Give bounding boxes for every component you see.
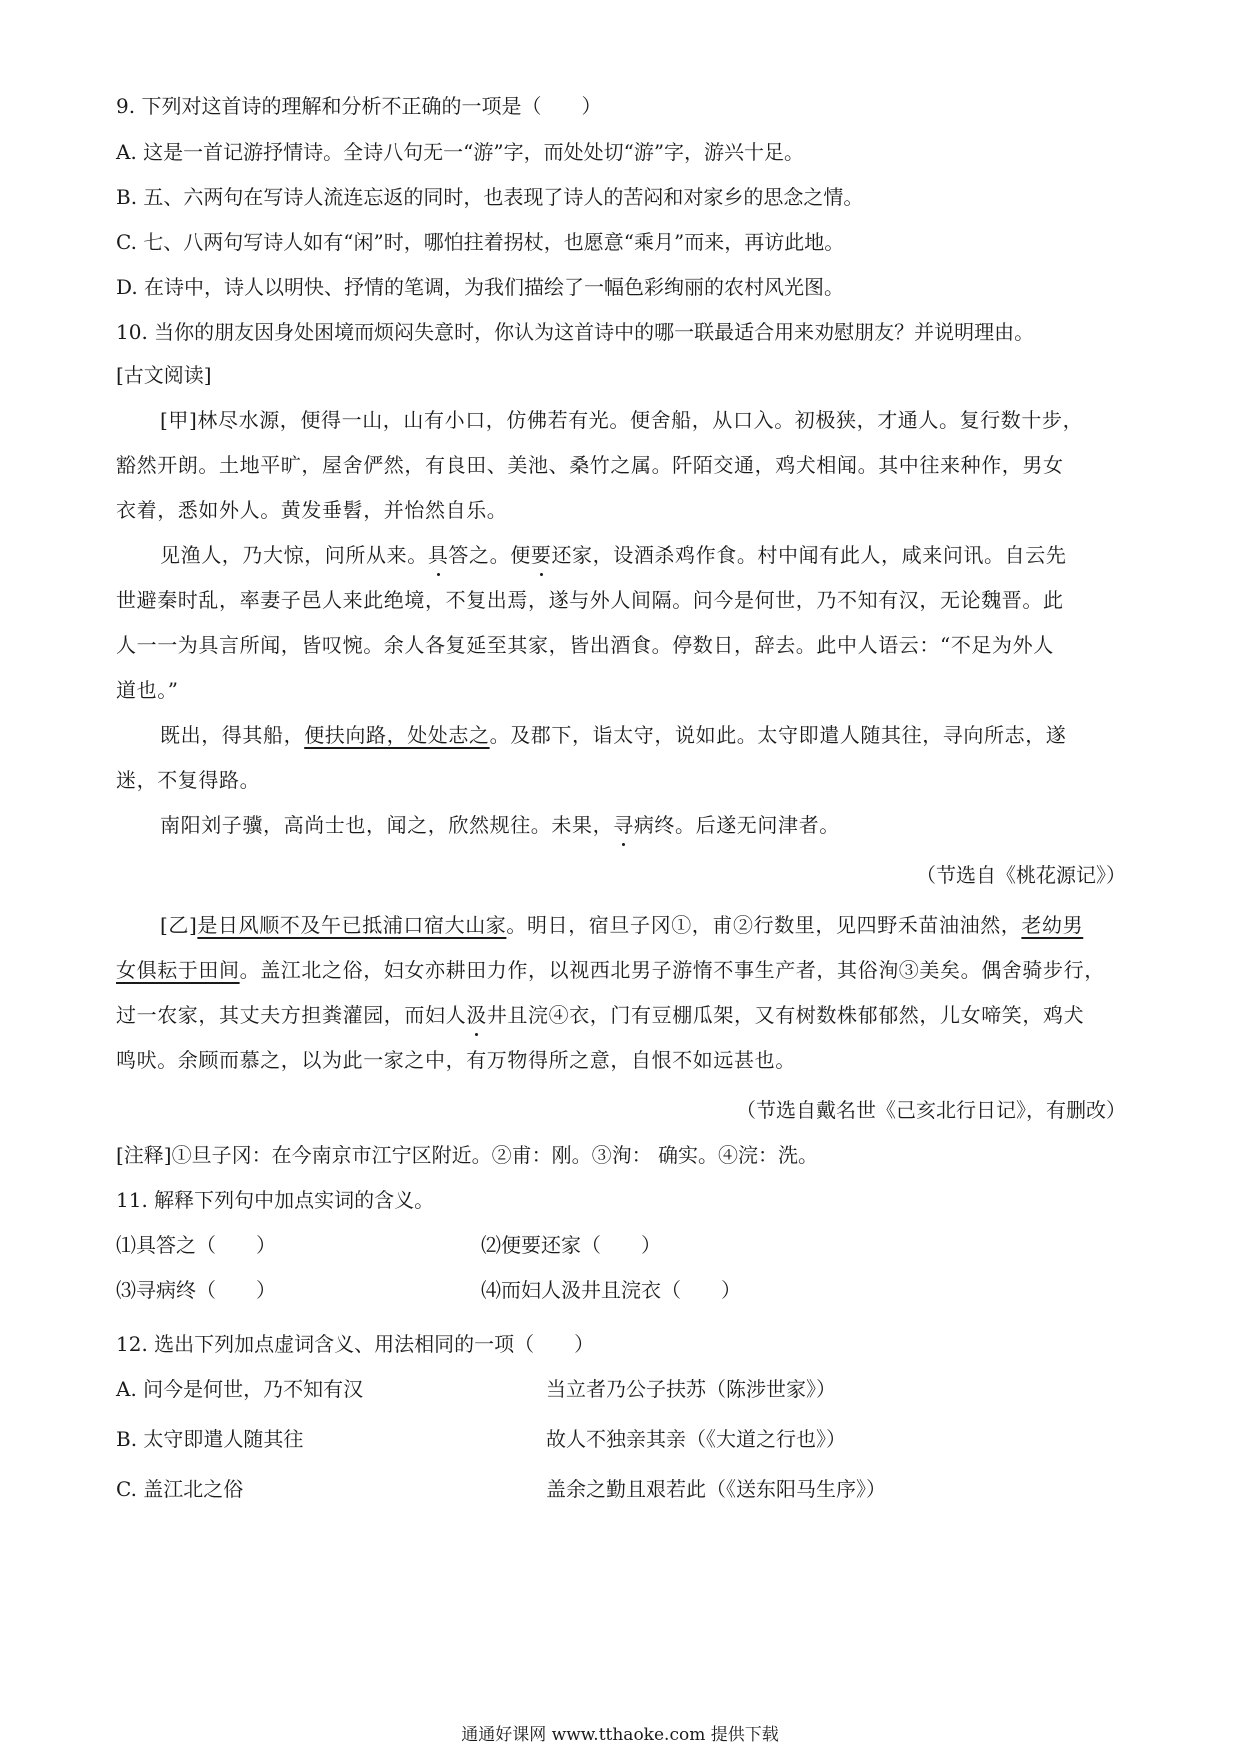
emphasis-dot-char: 具	[427, 543, 449, 567]
q11-item-3: ⑶寻病终（ ）	[116, 1278, 276, 1302]
q11-item-4: ⑷而妇人汲井且浣衣（ ）	[481, 1278, 741, 1302]
q11-row2	[116, 1276, 1126, 1304]
annotation-notes: [注释]①旦子冈：在今南京市江宁区附近。②甫：刚。③洵： 确实。④浣：洗。	[116, 1143, 818, 1167]
text-run: 。明日，宿旦子冈①，甫②行数里，见四野禾苗油油然，	[506, 913, 1022, 937]
underlined-sentence: 便扶向路，处处志之	[304, 723, 490, 747]
q11-stem: 11. 解释下列句中加点实词的含义。	[116, 1188, 435, 1212]
jia-p1-line2: 豁然开朗。土地平旷，屋舍俨然，有良田、美池、桑竹之属。阡陌交通，鸡犬相闻。其中往来种作，男女	[116, 453, 1064, 477]
text-run: 井且浣④衣，门有豆棚瓜架，又有树数株郁郁然，儿女啼笑，鸡犬	[486, 1003, 1085, 1027]
text-run: 南阳刘子骥，高尚士也，闻之，欣然规往。未果，	[160, 813, 614, 837]
jia-p1-line1: [甲]林尽水源，便得一山，山有小口，仿佛若有光。便舍船，从口入。初极狭，才通人。复行数十步，	[160, 408, 1084, 432]
yi-source: （节选自戴名世《己亥北行日记》，有删改）	[736, 1098, 1126, 1122]
jia-p2-line2: 世避秦时乱，率妻子邑人来此绝境，不复出焉，遂与外人间隔。问今是何世，乃不知有汉，无论魏晋。此	[116, 588, 1064, 612]
q12-b-left: B. 太守即遣人随其往	[116, 1427, 304, 1451]
q12-c-left: C. 盖江北之俗	[116, 1477, 244, 1501]
jia-p2-line3: 人一一为具言所闻，皆叹惋。余人各复延至其家，皆出酒食。停数日，辞去。此中人语云：“不足为外人	[116, 633, 1054, 657]
q12-option-a	[116, 1375, 1126, 1403]
q12-option-b	[116, 1425, 1126, 1453]
q12-a-right: 当立者乃公子扶苏（陈涉世家》）	[546, 1377, 836, 1401]
underlined-sentence: 女俱耘于田间	[116, 958, 240, 982]
yi-line4: 鸣吠。余顾而慕之，以为此一家之中，有万物得所之意，自恨不如远甚也。	[116, 1048, 796, 1072]
q12-stem: 12. 选出下列加点虚词含义、用法相同的一项（ ）	[116, 1332, 595, 1356]
q9-option-a: A. 这是一首记游抒情诗。全诗八句无一“游”字，而处处切“游”字，游兴十足。	[116, 140, 805, 164]
yi-line1	[160, 911, 1126, 939]
text-run: 既出，得其船，	[160, 723, 305, 747]
text-run: 见渔人，乃大惊，问所从来。	[160, 543, 428, 567]
q10-stem: 10. 当你的朋友因身处困境而烦闷失意时，你认为这首诗中的哪一联最适合用来劝慰朋友？并说明理由。	[116, 320, 1035, 344]
underlined-sentence: 是日风顺不及午已抵浦口宿大山家	[197, 913, 507, 937]
q11-row1	[116, 1231, 1126, 1259]
jia-p3-line1	[160, 721, 1126, 749]
q12-option-c	[116, 1475, 1126, 1503]
text-run: [乙]	[160, 913, 198, 937]
yi-line2	[116, 956, 1126, 984]
q9-option-b: B. 五、六两句在写诗人流连忘返的同时，也表现了诗人的苦闷和对家乡的思念之情。	[116, 185, 864, 209]
q12-c-right: 盖余之勤且艰若此（《送东阳马生序》）	[546, 1477, 886, 1501]
yi-line3	[116, 1001, 1126, 1029]
jia-source: （节选自《桃花源记》）	[916, 863, 1126, 887]
jia-p4-line1	[160, 811, 1126, 839]
section-title: [古文阅读]	[116, 363, 212, 387]
text-run: 答之。便	[448, 543, 531, 567]
q9-stem: 9. 下列对这首诗的理解和分析不正确的一项是（ ）	[116, 94, 602, 118]
text-run: 。盖江北之俗，妇女亦耕田力作，以视西北男子游惰不事生产者，其俗洵③美矣。偶舍骑步行，	[239, 958, 1105, 982]
emphasis-dot-char: 汲	[466, 1003, 487, 1027]
text-run: 还家，设酒杀鸡作食。村中闻有此人，咸来问讯。自云先	[551, 543, 1067, 567]
jia-p1-line3: 衣着，悉如外人。黄发垂髫，并怡然自乐。	[116, 498, 508, 522]
page-footer: 通通好课网 www.tthaoke.com 提供下载	[461, 1725, 779, 1745]
q11-item-1: ⑴具答之（ ）	[116, 1233, 276, 1257]
emphasis-dot-char: 要	[530, 543, 552, 567]
jia-p2-line4: 道也。”	[116, 678, 179, 702]
underlined-sentence: 老幼男	[1021, 913, 1084, 937]
text-run: 。及郡下，诣太守，说如此。太守即遣人随其往，寻向所志，遂	[489, 723, 1067, 747]
q9-option-d: D. 在诗中，诗人以明快、抒情的笔调，为我们描绘了一幅色彩绚丽的农村风光图。	[116, 275, 845, 299]
jia-p2-line1	[160, 541, 1126, 569]
emphasis-dot-char: 寻	[613, 813, 634, 837]
q11-item-2: ⑵便要还家（ ）	[481, 1233, 661, 1257]
jia-p3-line2: 迷，不复得路。	[116, 768, 261, 792]
text-run: 过一农家，其丈夫方担粪灌园，而妇人	[116, 1003, 467, 1027]
q9-option-c: C. 七、八两句写诗人如有“闲”时，哪怕拄着拐杖，也愿意“乘月”而来，再访此地。	[116, 230, 845, 254]
text-run: 病终。后遂无问津者。	[633, 813, 840, 837]
q12-a-left: A. 问今是何世，乃不知有汉	[116, 1377, 364, 1401]
q12-b-right: 故人不独亲其亲（《大道之行也》）	[546, 1427, 846, 1451]
